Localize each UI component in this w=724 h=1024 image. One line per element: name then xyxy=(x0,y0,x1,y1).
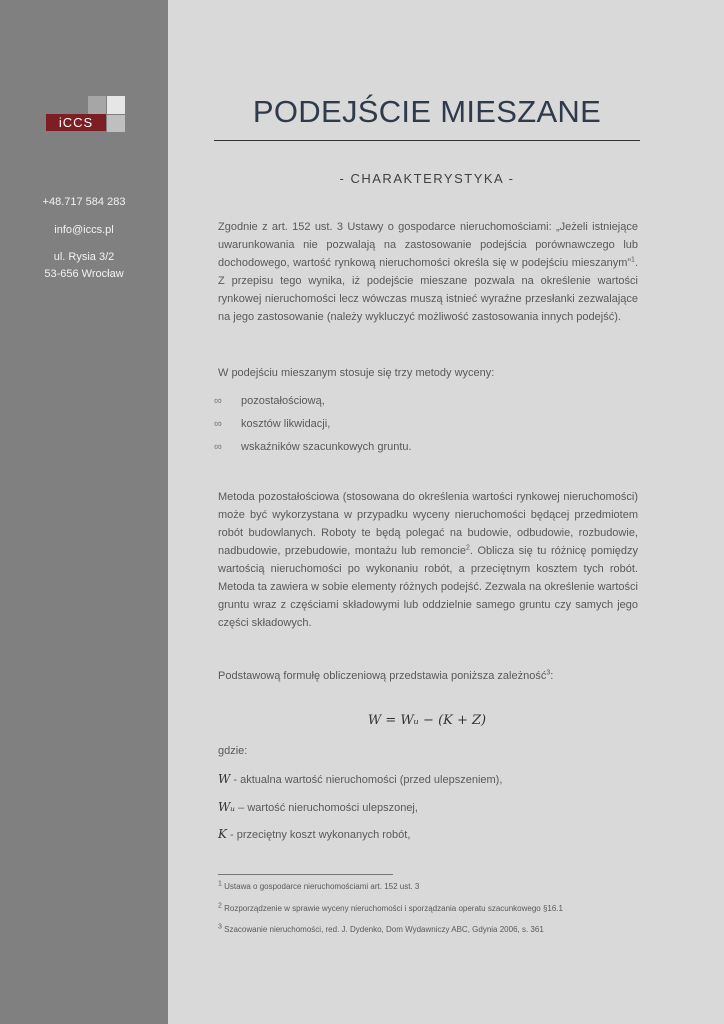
page-subtitle: - CHARAKTERYSTYKA - xyxy=(339,171,515,186)
infinity-bullet-icon: ∞ xyxy=(214,395,222,407)
definition-w: W - aktualna wartość nieruchomości (przed ulepszeniem), xyxy=(218,772,503,786)
footnote-ref-2[interactable]: 2 xyxy=(466,544,470,552)
where-label: gdzie: xyxy=(218,745,248,757)
list-item: ∞ pozostałościową, xyxy=(214,392,634,415)
company-logo xyxy=(46,96,126,136)
formula: W = Wᵤ − (K + Z) xyxy=(367,713,487,728)
methods-list xyxy=(214,392,634,461)
paragraph-intro: Zgodnie z art. 152 ust. 3 Ustawy o gospodarce nieruchomościami: „Jeżeli istniejące uwarunkowania nie pozwalają na zastosowanie podejścia porównawczego lub dochodowego, wartość rynkową nieruchomości określa się w podejściu mieszanym”$^1$. Z przepisu tego wynika, iż podejście mieszane pozwala na określenie wartości rynkowej nieruchomości lecz wówczas muszą istnieć wyraźne przesłanki zezwalające na jego zastosowanie (należy wykluczyć możliwość zastosowania innych podejść). xyxy=(218,221,638,323)
footnote-ref-3[interactable]: 3 xyxy=(546,669,551,677)
logo-text: iCCS xyxy=(46,114,106,131)
phone-number: +48.717 584 283 xyxy=(42,196,126,208)
paragraph-methods-intro: W podejściu mieszanym stosuje się trzy metody wyceny: xyxy=(218,367,495,379)
infinity-bullet-icon: ∞ xyxy=(214,418,222,430)
footnote-3: $^3$ Szacowanie nieruchomości, red. J. Dydenko, Dom Wydawniczy ABC, Gdynia 2006, s. 361 xyxy=(218,923,544,934)
list-item: ∞ kosztów likwidacji, xyxy=(214,415,634,438)
sidebar xyxy=(0,0,168,1024)
email-link[interactable]: info@iccs.pl xyxy=(54,224,114,236)
definition-wu: Wᵤ – wartość nieruchomości ulepszonej, xyxy=(218,800,418,814)
title-divider xyxy=(214,140,640,141)
paragraph-formula-intro: Podstawową formułę obliczeniową przedstawia poniższa zależność$^3$: xyxy=(218,669,554,682)
infinity-bullet-icon: ∞ xyxy=(214,441,222,453)
list-item: ∞ wskaźników szacunkowych gruntu. xyxy=(214,438,634,461)
paragraph-residual-method: Metoda pozostałościowa (stosowana do określenia wartości rynkowej nieruchomości) może być wykorzystana w przypadku wyceny nieruchomości będącej przedmiotem robót budowlanych. Roboty te będą polegać na budowie, odbudowie, rozbudowie, nadbudowie, przebudowie, montażu lub remoncie$^2$. Oblicza się tu różnicę pomiędzy wartością nieruchomości po wykonaniu robót, a przeciętnym kosztem tych robót. Metoda ta zawiera w sobie elementy różnych podejść. Zezwala na określenie wartości gruntu wraz z częściami składowymi lub oddzielnie samego gruntu czy samych jego części składowych. xyxy=(218,491,638,629)
footnote-ref-1[interactable]: 1 xyxy=(631,256,635,264)
definition-k: K - przeciętny koszt wykonanych robót, xyxy=(218,827,411,841)
address-street: ul. Rysia 3/2 xyxy=(53,251,115,263)
page-title: PODEJŚCIE MIESZANE xyxy=(252,94,602,129)
footnote-1: $^1$ Ustawa o gospodarce nieruchomościami art. 152 ust. 3 xyxy=(218,880,420,891)
address-city: 53-656 Wrocław xyxy=(44,268,124,280)
footnote-divider xyxy=(218,874,393,875)
footnote-2: $^2$ Rozporządzenie w sprawie wyceny nieruchomości i sporządzania operatu szacunkowego §16.1 xyxy=(218,902,563,913)
